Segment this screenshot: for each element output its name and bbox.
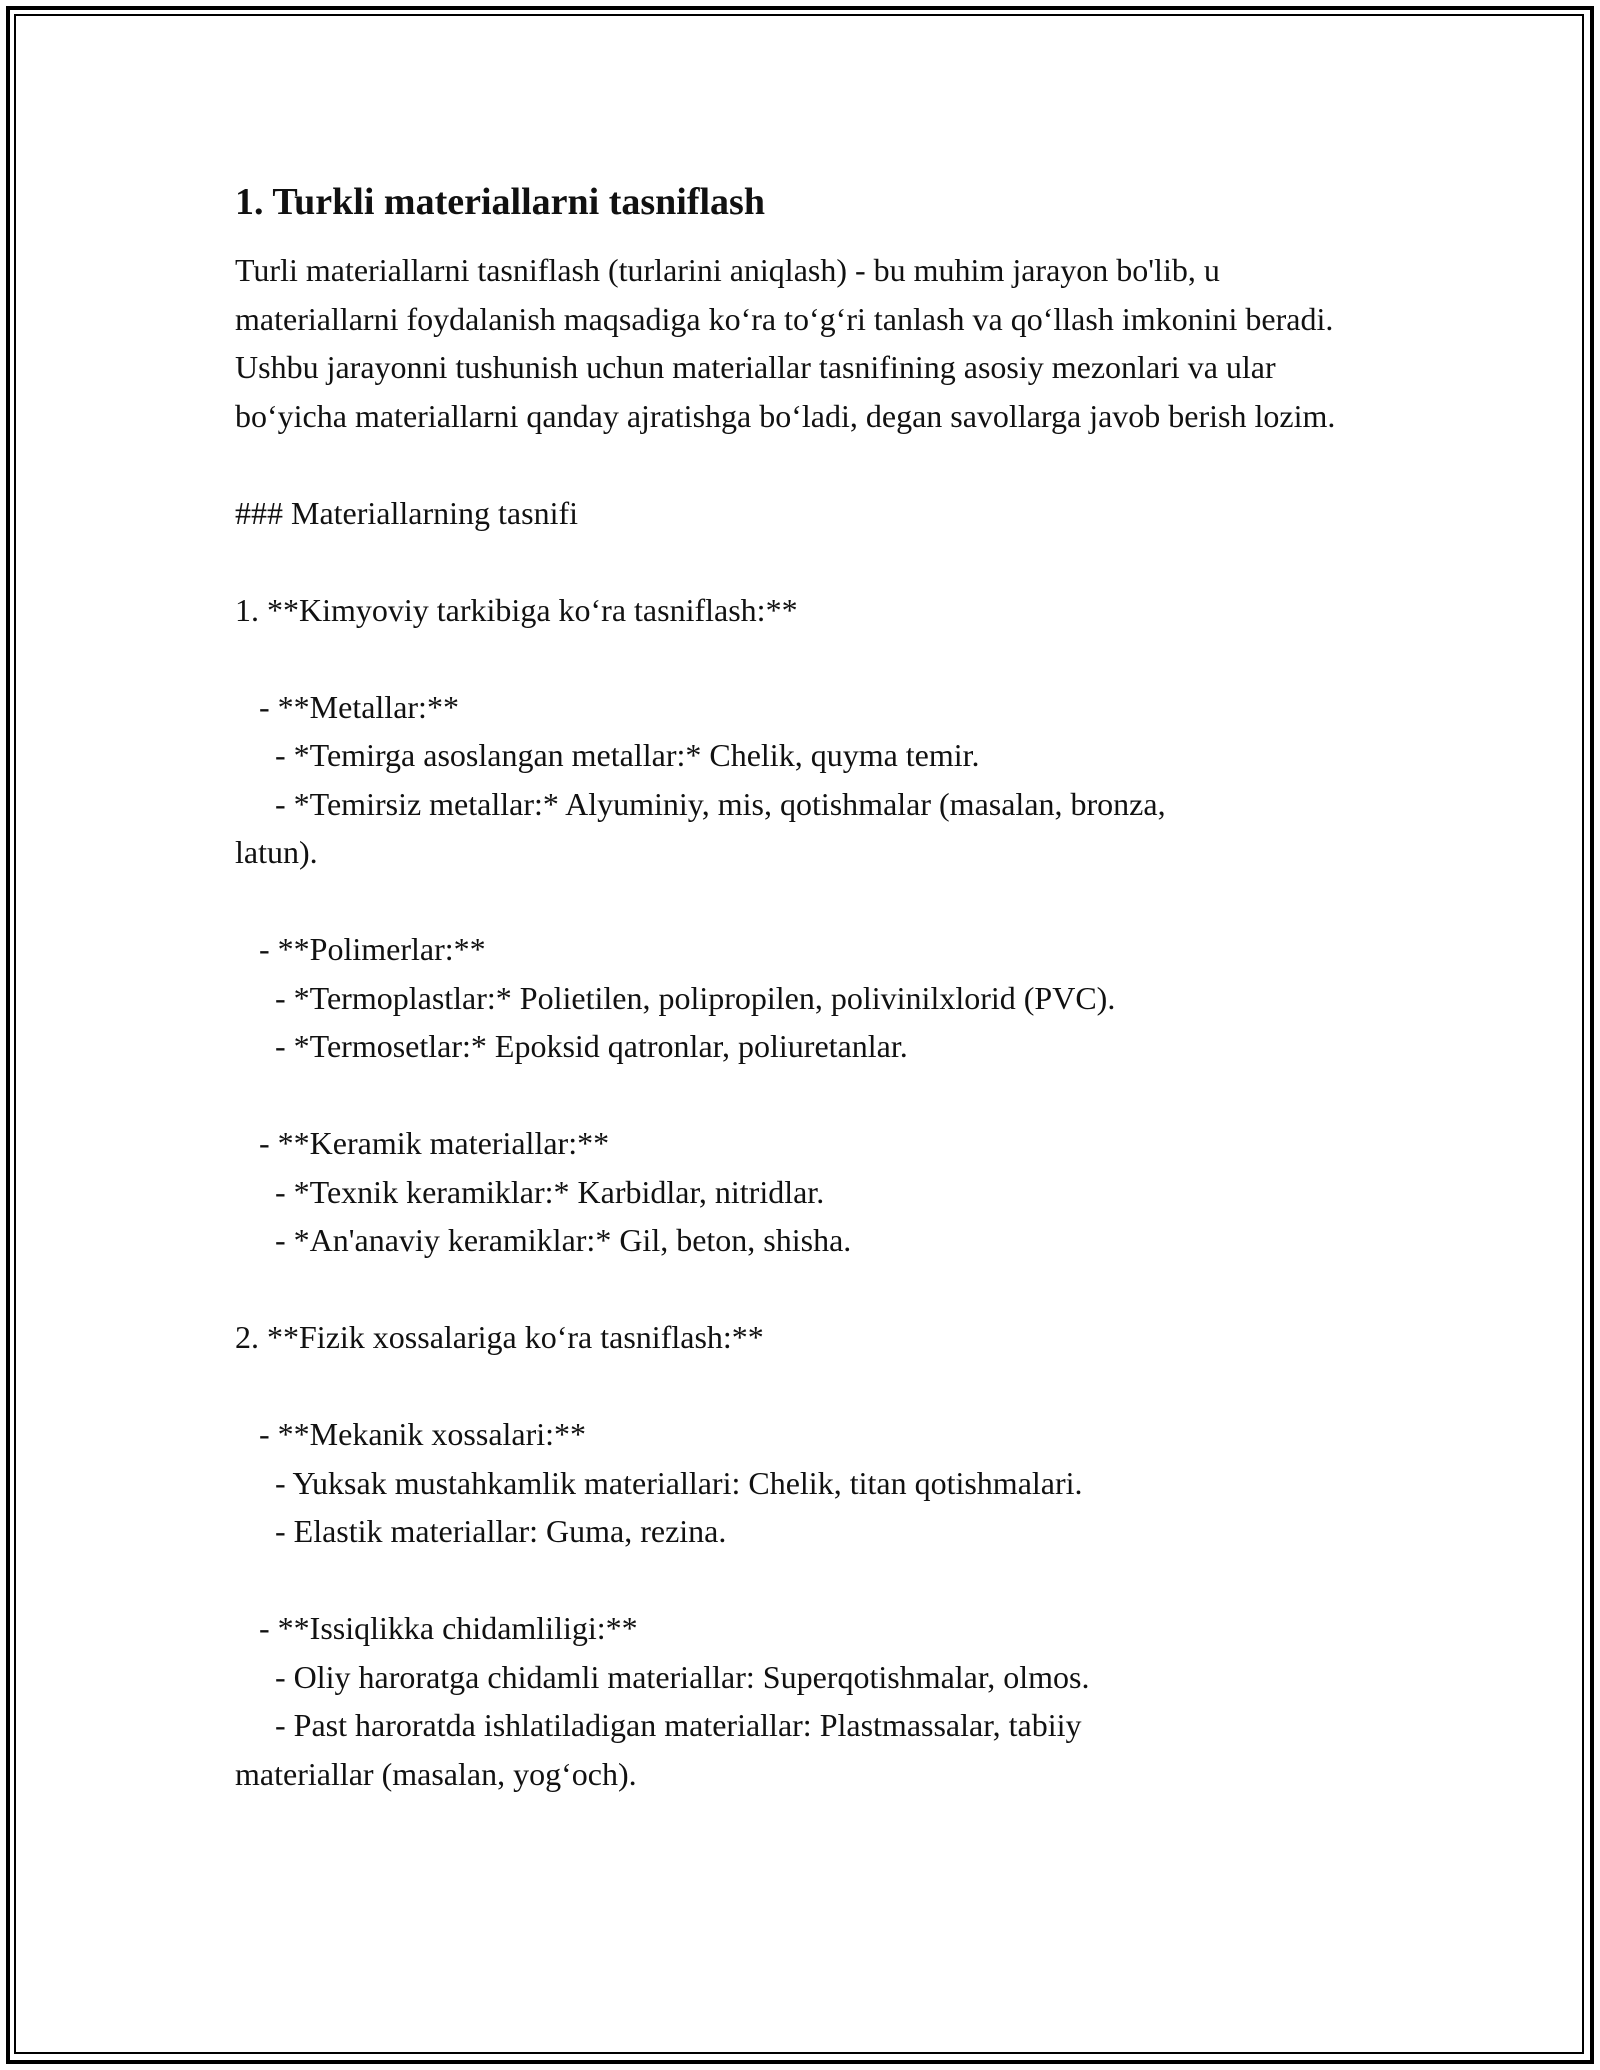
text-line: - **Mekanik xossalari:** bbox=[235, 1416, 587, 1452]
text-line: - Oliy haroratga chidamli materiallar: Superqotishmalar, olmos. bbox=[235, 1658, 1090, 1695]
text-line: - *Termosetlar:* Epoksid qatronlar, poliuretanlar. bbox=[235, 1028, 908, 1064]
blank-line bbox=[235, 877, 1385, 926]
text-line: - **Issiqlikka chidamliligi:** bbox=[235, 1610, 638, 1646]
blank-line bbox=[235, 1071, 1385, 1120]
text-line: latun). bbox=[235, 834, 318, 870]
blank-line bbox=[235, 1265, 1385, 1314]
document-body bbox=[235, 178, 1385, 1798]
blank-line bbox=[235, 1362, 1385, 1411]
text-line: - Past haroratda ishlatiladigan materiallar: Plastmassalar, tabiiy bbox=[235, 1707, 1082, 1743]
spacer bbox=[235, 440, 1385, 489]
text-line: - Yuksak mustahkamlik materiallari: Chelik, titan qotishmalari. bbox=[235, 1464, 1083, 1501]
text-line: - **Polimerlar:** bbox=[235, 931, 486, 967]
text-line: - *Temirga asoslangan metallar:* Chelik, quyma temir. bbox=[235, 737, 980, 773]
content-lines bbox=[235, 489, 1385, 1799]
blank-line bbox=[235, 1556, 1385, 1605]
blank-line bbox=[235, 634, 1385, 683]
document-title: 1. Turkli materiallarni tasniflash bbox=[235, 181, 765, 223]
text-line: 2. **Fizik xossalariga ko‘ra tasniflash:** bbox=[235, 1319, 764, 1355]
text-line: - *Texnik keramiklar:* Karbidlar, nitridlar. bbox=[235, 1173, 825, 1210]
text-line: ### Materiallarning tasnifi bbox=[235, 494, 579, 531]
text-line: materiallar (masalan, yog‘och). bbox=[235, 1755, 637, 1792]
text-line: - **Keramik materiallar:** bbox=[235, 1125, 610, 1161]
text-line: 1. **Kimyoviy tarkibiga ko‘ra tasniflash:** bbox=[235, 591, 798, 628]
blank-line bbox=[235, 537, 1385, 586]
text-line: - *An'anaviy keramiklar:* Gil, beton, shisha. bbox=[235, 1222, 852, 1258]
text-line: - Elastik materiallar: Guma, rezina. bbox=[235, 1513, 727, 1549]
intro-paragraph: Turli materiallarni tasniflash (turlarini aniqlash) - bu muhim jarayon bo'lib, u materiallarni foydalanish maqsadiga ko‘ra to‘g‘ri tanlash va qo‘llash imkonini beradi. Ushbu jarayonni tushunish uchun materiallar tasnifining asosiy mezonlari va ular bo‘yicha materiallarni qanday ajratishga bo‘ladi, degan savollarga javob berish lozim. bbox=[235, 252, 1336, 434]
text-line: - **Metallar:** bbox=[235, 688, 459, 725]
text-line: - *Temirsiz metallar:* Alyuminiy, mis, qotishmalar (masalan, bronza, bbox=[235, 785, 1166, 822]
text-line: - *Termoplastlar:* Polietilen, polipropilen, polivinilxlorid (PVC). bbox=[235, 979, 1116, 1016]
